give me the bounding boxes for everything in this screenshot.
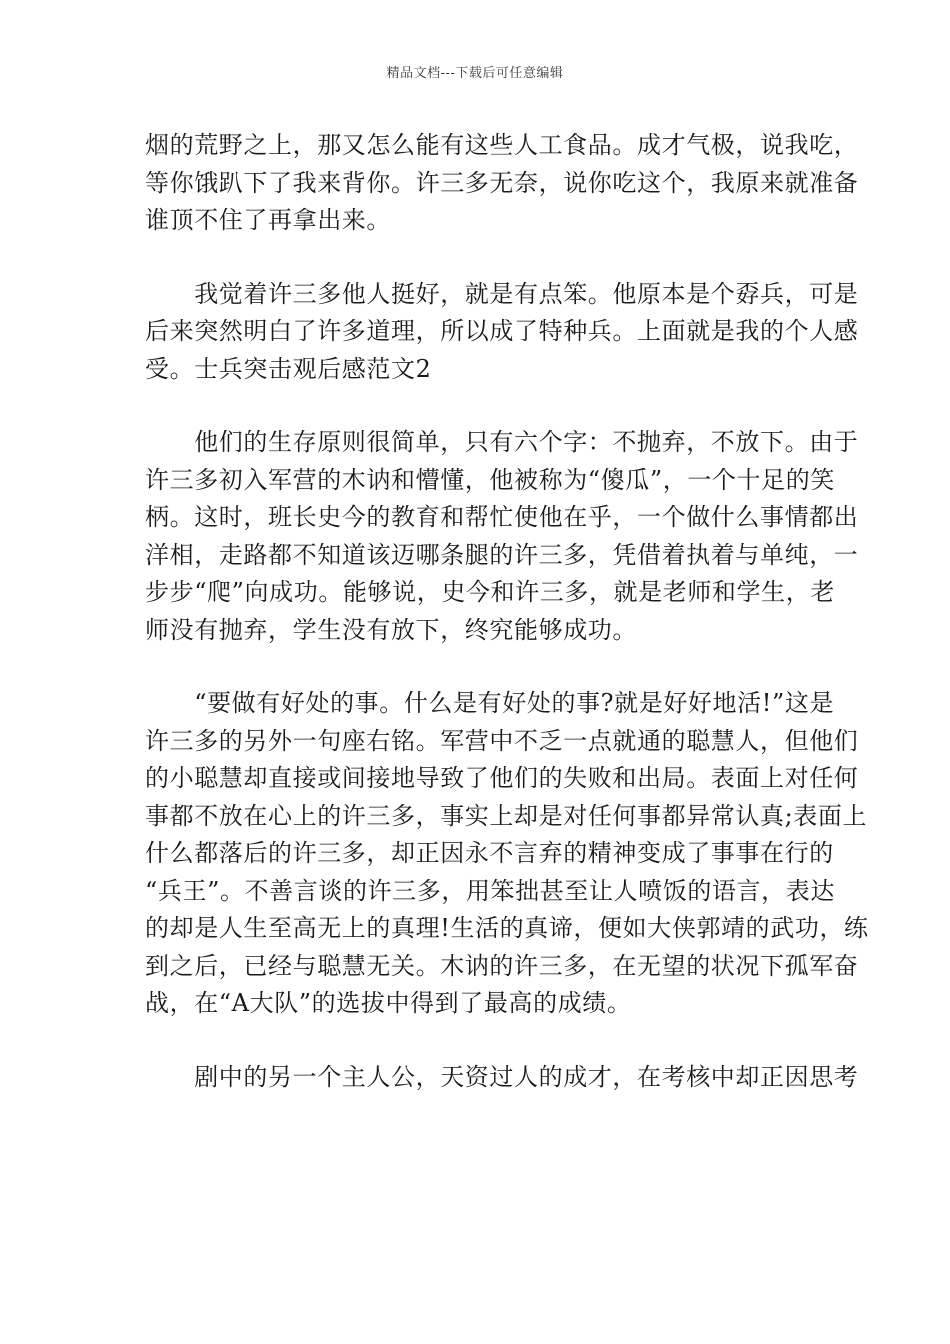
paragraph-2 — [145, 276, 859, 389]
paragraph-4 — [145, 685, 869, 1023]
text-line: 烟的荒野之上，那又怎么能有这些人工食品。成才气极，说我吃， — [145, 131, 859, 159]
text-line: 等你饿趴下了我来背你。许三多无奈，说你吃这个，我原来就准备 — [145, 168, 859, 197]
document-body — [145, 127, 869, 1096]
text-line: 的小聪慧却直接或间接地导致了他们的失败和出局。表面上对任何 — [145, 764, 859, 792]
paragraph-gap — [145, 649, 811, 685]
text-line: 后来突然明白了许多道理，所以成了特种兵。上面就是我的个人感 — [145, 317, 859, 345]
text-line: 洋相，走路都不知道该迈哪条腿的许三多，凭借着执着与单纯，一 — [145, 540, 859, 569]
text-line: 许三多初入军营的木讷和懵懂，他被称为“傻瓜”，一个十足的笑 — [145, 465, 835, 494]
text-line: 到之后，已经与聪慧无关。木讷的许三多，在无望的状况下孤军奋 — [145, 951, 859, 980]
text-line: 我觉着许三多他人挺好，就是有点笨。他原本是个孬兵，可是 — [145, 279, 859, 308]
paragraph-5 — [145, 1059, 859, 1097]
paragraph-1 — [145, 127, 859, 240]
text-line: “要做有好处的事。什么是有好处的事?就是好好地活!”这是 — [145, 689, 835, 717]
text-line: 步步“爬”向成功。能够说，史今和许三多，就是老师和学生，老 — [145, 578, 835, 606]
text-line: 师没有抛弃，学生没有放下，终究能够成功。 — [145, 615, 637, 644]
text-line: “兵王”。不善言谈的许三多，用笨拙甚至让人喷饭的语言，表达 — [145, 876, 835, 905]
text-line: 柄。这时，班长史今的教育和帮忙使他在乎，一个做什么事情都出 — [145, 503, 859, 531]
text-line: 什么都落后的许三多，却正因永不言弃的精神变成了事事在行的 — [145, 839, 834, 867]
paragraph-gap — [145, 1023, 811, 1059]
text-line: 受。士兵突击观后感范文2 — [145, 354, 432, 383]
text-line: 战，在“A大队”的选拔中得到了最高的成绩。 — [145, 989, 632, 1017]
paragraph-gap — [145, 388, 811, 424]
text-line: 的却是人生至高无上的真理!生活的真谛，便如大侠郭靖的武功，练 — [145, 914, 869, 942]
paragraph-3 — [145, 424, 859, 649]
text-line: 许三多的另外一句座右铭。军营中不乏一点就通的聪慧人，但他们 — [145, 726, 859, 755]
text-line: 他们的生存原则很简单，只有六个字：不抛弃，不放下。由于 — [145, 428, 859, 456]
page-header: 精品文档---下载后可任意编辑 — [386, 66, 564, 81]
text-line: 谁顶不住了再拿出来。 — [145, 206, 391, 234]
text-line: 剧中的另一个主人公，天资过人的成才，在考核中却正因思考 — [145, 1062, 859, 1091]
paragraph-gap — [145, 240, 811, 276]
text-line: 事都不放在心上的许三多，事实上却是对任何事都异常认真;表面上 — [145, 801, 868, 830]
